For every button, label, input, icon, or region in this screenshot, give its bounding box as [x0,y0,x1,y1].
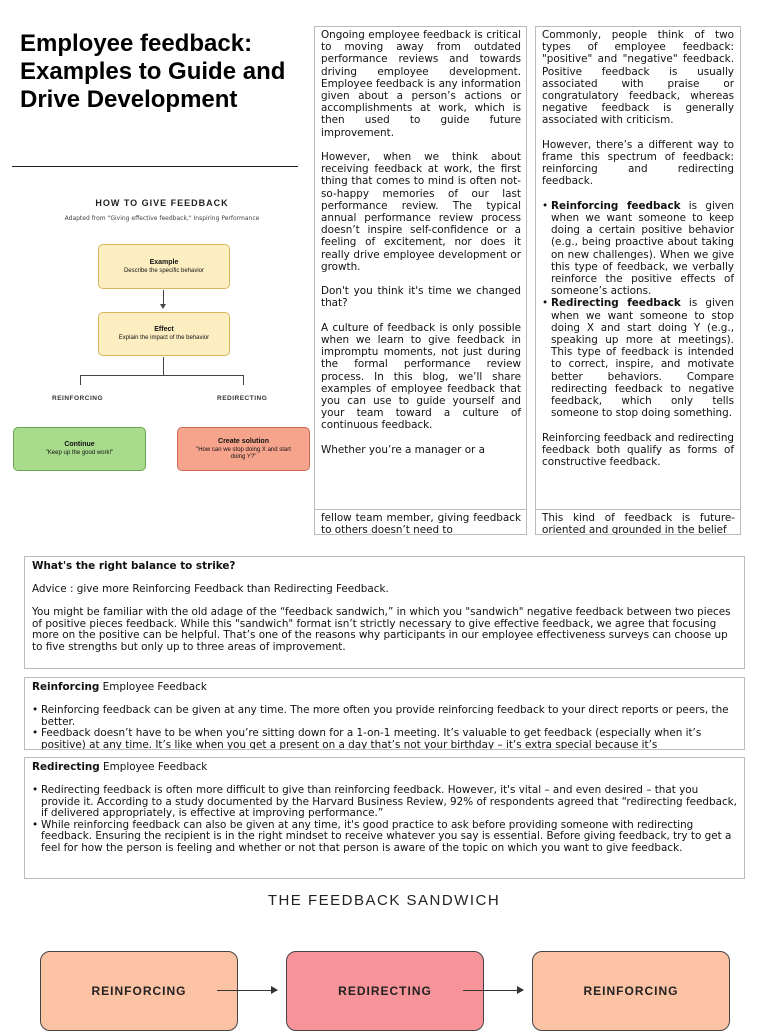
list-item: • Reinforcing feedback can be given at any time. The more often you provide reinforcing feedback to your direct reports or peers, the better. [32,705,738,728]
types-list [542,200,734,420]
intro-continued-text: fellow team member, giving feedback to others doesn’t need to [321,512,521,535]
create-solution-desc: "How can we stop doing X and start doing Y?" [196,446,291,460]
reinforcing-list [32,705,738,750]
create-solution-heading: Create solution [218,437,269,445]
create-solution-box [177,427,310,471]
reinforcing-term: Reinforcing feedback [551,199,681,212]
sandwich-reinforcing-left: REINFORCING [40,951,238,1031]
continue-desc: "Keep up the good work!" [45,450,114,456]
redirecting-section [24,757,745,879]
balance-body: You might be familiar with the old adage of the “feedback sandwich,” in which you "sandwich" negative feedback between two pieces of positive pieces feedback. While this "sandwich" format isn’t strictly necessary to give effective feedback, we agree that focusing more on the positive can be helpful. That’s one of the reasons why participants in our employee effectiveness surveys can choose up to five strengths but only up to three areas of improvement. [32,606,731,653]
reinforcing-label: REINFORCING [52,395,103,402]
figure-title: HOW TO GIVE FEEDBACK [95,198,229,208]
example-box [98,244,230,289]
list-item [542,297,734,419]
reinforcing-section-title-bold: Reinforcing [32,681,100,693]
reinforcing-definition: is given when we want someone to keep doing a certain positive behavior (e.g., being proactive about taking on new challenges). When we give this type of feedback, we verbally reinforce the positive effects of someone’s actions. [551,199,734,298]
list-item: • While reinforcing feedback can also be given at any time, it's good practice to ask before providing someone with redirecting feedback. Ensuring the recipient is in the right mindset to receive whatever you say is essential. Before giving feedback, try to get a feel for how the person is feeling and whether or not that person is aware of the topic on which you want to give feedback. [32,820,738,855]
intro-paragraph: Don't you think it's time we changed that? [321,285,521,310]
redirecting-section-title-rest: Employee Feedback [99,761,208,773]
redirecting-definition: is given when we want someone to stop doing X and start doing Y (e.g., speaking up more at meetings). This type of feedback is intended to correct, inspire, and motivate better behaviors. Compare redirecting feedback to negative feedback, which only tells someone to stop doing something. [551,297,734,420]
arrow-down-icon [160,304,166,309]
sandwich-redirecting-middle: REDIRECTING [286,951,484,1031]
example-desc: Describe the specific behavior [123,267,205,274]
effect-desc: Explain the impact of the behavior [118,335,210,341]
balance-advice: Advice : give more Reinforcing Feedback than Redirecting Feedback. [32,583,389,595]
intro-column [314,26,527,510]
balance-heading: What's the right balance to strike? [32,560,236,572]
types-continued-text: This kind of feedback is future-oriented and grounded in the belief [542,512,735,535]
arrow-right-icon [463,990,523,991]
connector-line [163,357,164,375]
intro-paragraph: Ongoing employee feedback is critical to moving away from outdated performance reviews and towards driving employee development. Employee feedback is any information given about a person’s actions or accomplishments at work, which is then used to guide future improvement. [321,29,521,139]
types-column [535,26,741,510]
intro-paragraph: However, when we think about receiving feedback at work, the first thing that comes to mind is often not-so-happy memories of our last performance review. The typical annual performance review process doesn’t inspire self-confidence or a feeling of excitement, nor does it really drive employee development or growth. [321,151,521,273]
types-column-continued [535,509,741,535]
intro-paragraph: Whether you’re a manager or a [321,443,485,456]
redirecting-label: REDIRECTING [217,395,268,402]
redirecting-list [32,785,738,854]
types-paragraph: However, there’s a different way to frame this spectrum of feedback: reinforcing and redirecting feedback. [542,138,734,188]
continue-heading: Continue [64,441,95,448]
sandwich-reinforcing-right: REINFORCING [532,951,730,1031]
types-paragraph: Reinforcing feedback and redirecting feedback both qualify as forms of constructive feedback. [542,431,734,469]
list-item [542,200,734,298]
reinforcing-section-title-rest: Employee Feedback [99,681,207,693]
example-heading: Example [149,258,179,266]
intro-paragraph: A culture of feedback is only possible when we learn to give feedback in impromptu moments, not just during the formal performance review process. In this blog, we’ll share examples of employee feedback that you can use to guide yourself and your team toward a culture of continuous feedback. [321,321,521,432]
effect-heading: Effect [154,326,174,333]
list-item: • Feedback doesn’t have to be when you’re sitting down for a 1-on-1 meeting. It’s valuable to get feedback (especially when it’s positive) at any time. It’s like when you get a present on a day that’s not your birthday – it’s extra special because it’s [32,728,738,750]
balance-section [24,556,745,669]
list-item: • Redirecting feedback is often more difficult to give than reinforcing feedback. However, it's vital – and even desired – that you provide it. According to a study documented by the Harvard Business Review, 92% of respondents agreed that “redirecting feedback, if delivered appropriately, is effective at improving performance.” [32,785,738,820]
title-divider [12,166,298,167]
how-to-give-feedback-figure [0,180,312,485]
effect-box [98,312,230,356]
types-paragraph: Commonly, people think of two types of employee feedback: "positive" and "negative" feedback. Positive feedback is usually associated with praise or congratulatory feedback, whereas negative feedback is generally associated with criticism. [542,29,734,127]
connector-line [80,375,81,385]
intro-column-continued [314,509,527,535]
redirecting-term: Redirecting feedback [551,297,681,310]
connector-line [80,375,243,376]
figure-subtitle: Adapted from "Giving effective feedback," Inspiring Performance [64,215,260,222]
connector-line [243,375,244,385]
page-title: Employee feedback: Examples to Guide and Drive Development [20,30,286,113]
continue-box [13,427,146,471]
reinforcing-section [24,677,745,750]
arrow-right-icon [217,990,277,991]
sandwich-title: THE FEEDBACK SANDWICH [267,892,501,909]
redirecting-section-title-bold: Redirecting [32,761,100,773]
